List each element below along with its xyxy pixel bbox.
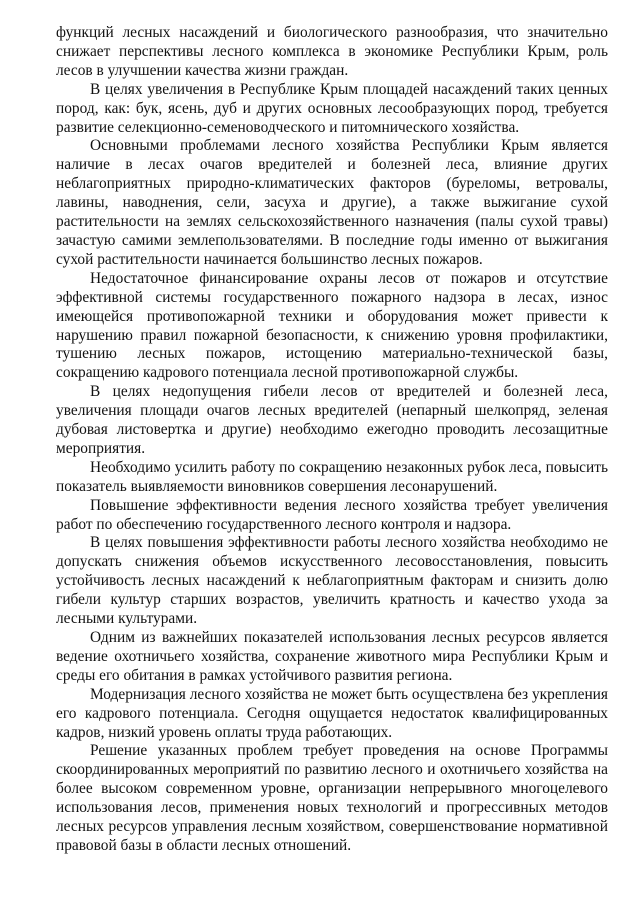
paragraph-illegal-logging: Необходимо усилить работу по сокращению незаконных рубок леса, повысить показатель выявляемости виновников совершения лесонарушений.	[56, 458, 608, 495]
paragraph-main-problems: Основными проблемами лесного хозяйства Республики Крым является наличие в лесах очагов вредителей и болезней леса, влияние других неблагоприятных природно-климатических факторов (буреломы, ветровалы, лавины, наводнения, сели, засуха и другие), а также выжигание сухой растительности на землях сельскохозяйственного назначения (палы сухой травы) зачастую самими землепользователями. В последние годы именно от выжигания сухой растительности начинается большинство лесных пожаров.	[56, 137, 608, 268]
paragraph-hunting: Одним из важнейших показателей использования лесных ресурсов является ведение охотничьего хозяйства, сохранение животного мира Республики Крым и среды его обитания в рамках устойчивого развития региона.	[56, 629, 608, 684]
paragraph-valuable-species: В целях увеличения в Республике Крым площадей насаждений таких ценных пород, как: бук, ясень, дуб и других основных лесообразующих пород, требуется развитие селекционно-семеноводческого и питомнического хозяйства.	[56, 80, 608, 136]
document-body	[56, 24, 608, 856]
paragraph-personnel: Модернизация лесного хозяйства не может быть осуществлена без укрепления его кадрового потенциала. Сегодня ощущается недостаток квалифицированных кадров, низкий уровень оплаты труда работающих.	[56, 685, 608, 741]
paragraph-fire-protection: Недостаточное финансирование охраны лесов от пожаров и отсутствие эффективной системы государственного пожарного надзора в лесах, износ имеющейся противопожарной техники и оборудования может привести к нарушению правил пожарной безопасности, к снижению уровня профилактики, тушению лесных пожаров, истощению материально-технической базы, сокращению кадрового потенциала лесной противопожарной службы.	[56, 269, 608, 382]
paragraph-forest-control: Повышение эффективности ведения лесного хозяйства требует увеличения работ по обеспечению государственного лесного контроля и надзора.	[56, 496, 608, 533]
paragraph-continuation: функций лесных насаждений и биологического разнообразия, что значительно снижает перспективы лесного комплекса в экономике Республики Крым, роль лесов в улучшении качества жизни граждан.	[56, 24, 608, 79]
paragraph-reforestation: В целях повышения эффективности работы лесного хозяйства необходимо не допускать снижения объемов искусственного лесовосстановления, повысить устойчивость лесных насаждений к неблагоприятным факторам и снизить долю гибели культур старших возрастов, увеличить кратность и качество ухода за лесными культурами.	[56, 534, 608, 628]
paragraph-pest-control: В целях недопущения гибели лесов от вредителей и болезней леса, увеличения площади очагов лесных вредителей (непарный шелкопряд, зеленая дубовая листовертка и другие) необходимо ежегодно проводить лесозащитные мероприятия.	[56, 383, 608, 457]
paragraph-solution: Решение указанных проблем требует проведения на основе Программы скоординированных мероприятий по развитию лесного и охотничьего хозяйства на более высоком современном уровне, организации непрерывного многоцелевого использования лесов, применения новых технологий и прогрессивных методов лесных ресурсов управления лесным хозяйством, совершенствование нормативной правовой базы в области лесных отношений.	[56, 742, 608, 854]
